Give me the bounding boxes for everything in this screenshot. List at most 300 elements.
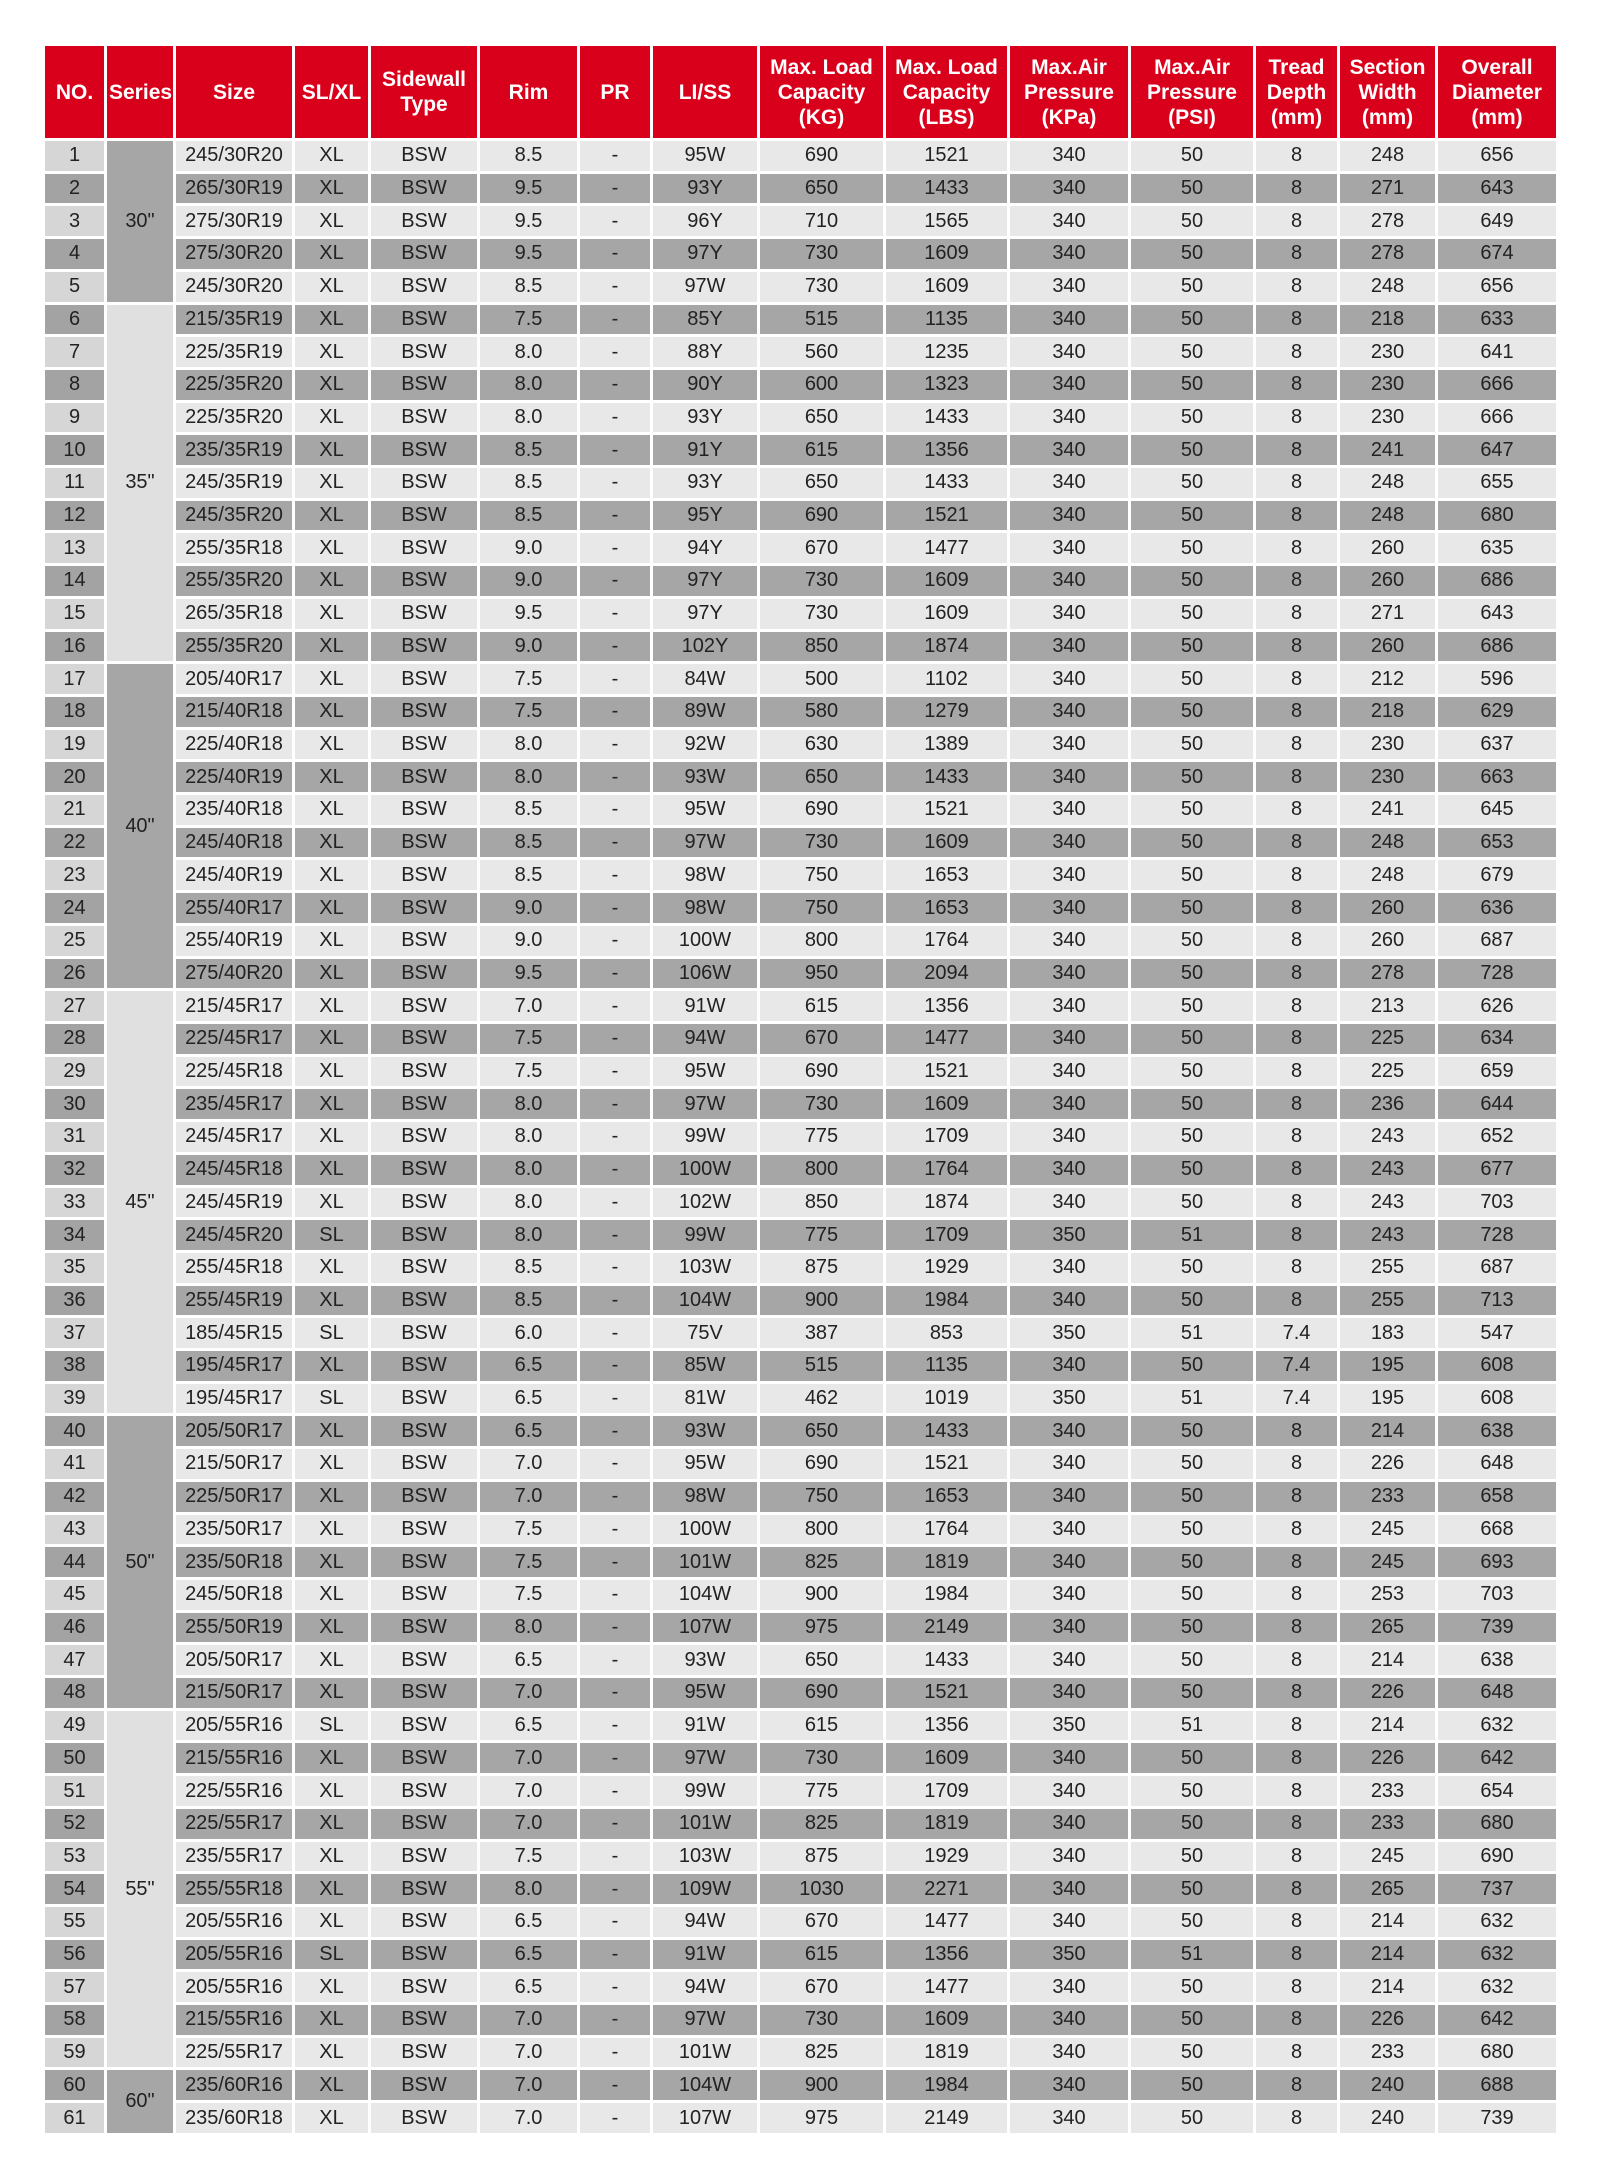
cell-max-pressure-psi: 50 [1130, 140, 1255, 173]
cell-overall-diameter: 728 [1437, 1219, 1558, 1252]
cell-max-load-kg: 850 [759, 630, 885, 663]
cell-sl-xl: XL [294, 1284, 370, 1317]
cell-section-width: 260 [1339, 892, 1437, 925]
cell-rim: 9.0 [479, 565, 579, 598]
cell-sl-xl: XL [294, 1840, 370, 1873]
cell-pr: - [579, 892, 652, 925]
cell-sidewall-type: BSW [370, 1840, 479, 1873]
cell-pr: - [579, 1938, 652, 1971]
cell-rim: 7.5 [479, 303, 579, 336]
cell-tread-depth: 8 [1255, 2036, 1339, 2069]
cell-max-load-kg: 650 [759, 1644, 885, 1677]
cell-max-load-lbs: 1521 [885, 1677, 1009, 1710]
cell-tread-depth: 8 [1255, 2102, 1339, 2135]
cell-tread-depth: 8 [1255, 205, 1339, 238]
cell-rim: 9.5 [479, 205, 579, 238]
cell-section-width: 226 [1339, 1448, 1437, 1481]
cell-no: 37 [44, 1317, 106, 1350]
column-header-overall-diameter: Overall Diameter (mm) [1437, 45, 1558, 140]
cell-sl-xl: SL [294, 1709, 370, 1742]
cell-pr: - [579, 532, 652, 565]
cell-tread-depth: 8 [1255, 303, 1339, 336]
cell-sidewall-type: BSW [370, 1350, 479, 1383]
cell-sl-xl: XL [294, 336, 370, 369]
cell-li-ss: 106W [652, 957, 759, 990]
cell-section-width: 260 [1339, 565, 1437, 598]
cell-max-load-kg: 730 [759, 238, 885, 271]
cell-no: 11 [44, 467, 106, 500]
cell-max-pressure-kpa: 340 [1009, 957, 1130, 990]
cell-max-load-kg: 825 [759, 2036, 885, 2069]
cell-li-ss: 93Y [652, 401, 759, 434]
cell-pr: - [579, 1382, 652, 1415]
cell-sl-xl: SL [294, 1382, 370, 1415]
cell-section-width: 248 [1339, 826, 1437, 859]
cell-overall-diameter: 666 [1437, 368, 1558, 401]
cell-overall-diameter: 634 [1437, 1022, 1558, 1055]
cell-max-pressure-kpa: 340 [1009, 663, 1130, 696]
cell-max-load-lbs: 1477 [885, 1971, 1009, 2004]
cell-pr: - [579, 826, 652, 859]
cell-li-ss: 93Y [652, 172, 759, 205]
cell-sl-xl: XL [294, 467, 370, 500]
cell-sidewall-type: BSW [370, 1611, 479, 1644]
cell-no: 24 [44, 892, 106, 925]
series-group-cell: 60" [106, 2069, 175, 2134]
cell-max-pressure-kpa: 340 [1009, 1742, 1130, 1775]
cell-li-ss: 93Y [652, 467, 759, 500]
cell-no: 33 [44, 1186, 106, 1219]
cell-section-width: 271 [1339, 172, 1437, 205]
cell-size: 225/40R18 [175, 728, 294, 761]
cell-section-width: 243 [1339, 1121, 1437, 1154]
cell-max-load-kg: 515 [759, 1350, 885, 1383]
cell-max-load-kg: 690 [759, 499, 885, 532]
table-row [44, 1546, 1558, 1579]
cell-size: 245/40R18 [175, 826, 294, 859]
cell-tread-depth: 8 [1255, 1055, 1339, 1088]
cell-overall-diameter: 641 [1437, 336, 1558, 369]
cell-rim: 7.0 [479, 2036, 579, 2069]
cell-max-load-kg: 900 [759, 1578, 885, 1611]
cell-max-pressure-psi: 50 [1130, 597, 1255, 630]
cell-tread-depth: 8 [1255, 1611, 1339, 1644]
cell-max-load-kg: 670 [759, 532, 885, 565]
cell-pr: - [579, 1775, 652, 1808]
cell-size: 245/45R20 [175, 1219, 294, 1252]
cell-sidewall-type: BSW [370, 1480, 479, 1513]
cell-tread-depth: 8 [1255, 1578, 1339, 1611]
table-row [44, 1480, 1558, 1513]
cell-tread-depth: 8 [1255, 597, 1339, 630]
table-row [44, 1938, 1558, 1971]
cell-max-load-lbs: 1521 [885, 1055, 1009, 1088]
cell-max-pressure-kpa: 340 [1009, 1251, 1130, 1284]
cell-li-ss: 84W [652, 663, 759, 696]
cell-rim: 7.0 [479, 1448, 579, 1481]
cell-tread-depth: 8 [1255, 1742, 1339, 1775]
cell-tread-depth: 8 [1255, 140, 1339, 173]
cell-sl-xl: XL [294, 1186, 370, 1219]
cell-no: 48 [44, 1677, 106, 1710]
cell-pr: - [579, 1088, 652, 1121]
cell-sl-xl: XL [294, 1611, 370, 1644]
cell-li-ss: 97W [652, 2004, 759, 2037]
cell-overall-diameter: 666 [1437, 401, 1558, 434]
cell-size: 225/45R18 [175, 1055, 294, 1088]
cell-max-pressure-kpa: 340 [1009, 1513, 1130, 1546]
cell-overall-diameter: 688 [1437, 2069, 1558, 2102]
cell-overall-diameter: 649 [1437, 205, 1558, 238]
cell-size: 235/50R18 [175, 1546, 294, 1579]
cell-max-pressure-kpa: 340 [1009, 499, 1130, 532]
cell-sl-xl: XL [294, 1350, 370, 1383]
cell-tread-depth: 8 [1255, 1905, 1339, 1938]
cell-li-ss: 95W [652, 140, 759, 173]
cell-no: 49 [44, 1709, 106, 1742]
cell-overall-diameter: 728 [1437, 957, 1558, 990]
cell-max-load-kg: 650 [759, 761, 885, 794]
cell-max-pressure-psi: 50 [1130, 1578, 1255, 1611]
table-row [44, 695, 1558, 728]
cell-section-width: 214 [1339, 1971, 1437, 2004]
cell-sidewall-type: BSW [370, 1742, 479, 1775]
cell-no: 6 [44, 303, 106, 336]
cell-no: 16 [44, 630, 106, 663]
column-header-max-pressure-psi: Max.Air Pressure (PSI) [1130, 45, 1255, 140]
cell-sidewall-type: BSW [370, 826, 479, 859]
cell-pr: - [579, 761, 652, 794]
cell-max-load-lbs: 1609 [885, 597, 1009, 630]
cell-max-load-kg: 690 [759, 794, 885, 827]
cell-pr: - [579, 1546, 652, 1579]
table-row [44, 1219, 1558, 1252]
cell-overall-diameter: 642 [1437, 1742, 1558, 1775]
cell-max-load-kg: 775 [759, 1121, 885, 1154]
cell-max-pressure-kpa: 340 [1009, 695, 1130, 728]
cell-sl-xl: XL [294, 1971, 370, 2004]
cell-section-width: 236 [1339, 1088, 1437, 1121]
cell-max-pressure-kpa: 340 [1009, 401, 1130, 434]
cell-max-pressure-psi: 50 [1130, 1448, 1255, 1481]
cell-max-pressure-psi: 50 [1130, 368, 1255, 401]
cell-sidewall-type: BSW [370, 1513, 479, 1546]
table-row [44, 892, 1558, 925]
cell-max-load-kg: 730 [759, 2004, 885, 2037]
table-row [44, 2102, 1558, 2135]
cell-max-load-lbs: 1653 [885, 892, 1009, 925]
cell-section-width: 195 [1339, 1350, 1437, 1383]
cell-max-load-kg: 650 [759, 401, 885, 434]
cell-section-width: 213 [1339, 990, 1437, 1023]
cell-size: 225/45R17 [175, 1022, 294, 1055]
cell-size: 275/30R20 [175, 238, 294, 271]
cell-rim: 9.0 [479, 630, 579, 663]
cell-max-load-kg: 650 [759, 467, 885, 500]
cell-overall-diameter: 648 [1437, 1677, 1558, 1710]
cell-pr: - [579, 499, 652, 532]
cell-pr: - [579, 205, 652, 238]
cell-max-pressure-kpa: 340 [1009, 1022, 1130, 1055]
cell-no: 22 [44, 826, 106, 859]
cell-tread-depth: 8 [1255, 1251, 1339, 1284]
cell-tread-depth: 8 [1255, 1644, 1339, 1677]
cell-overall-diameter: 648 [1437, 1448, 1558, 1481]
cell-li-ss: 94W [652, 1905, 759, 1938]
cell-sidewall-type: BSW [370, 663, 479, 696]
cell-tread-depth: 8 [1255, 1153, 1339, 1186]
table-row [44, 728, 1558, 761]
cell-overall-diameter: 608 [1437, 1350, 1558, 1383]
cell-section-width: 278 [1339, 238, 1437, 271]
cell-tread-depth: 8 [1255, 1415, 1339, 1448]
cell-max-pressure-kpa: 340 [1009, 597, 1130, 630]
cell-section-width: 230 [1339, 761, 1437, 794]
cell-size: 235/60R18 [175, 2102, 294, 2135]
cell-sl-xl: XL [294, 1022, 370, 1055]
cell-max-load-kg: 850 [759, 1186, 885, 1219]
cell-sidewall-type: BSW [370, 1971, 479, 2004]
cell-rim: 6.5 [479, 1709, 579, 1742]
cell-rim: 8.0 [479, 401, 579, 434]
cell-overall-diameter: 703 [1437, 1186, 1558, 1219]
cell-pr: - [579, 270, 652, 303]
cell-li-ss: 93W [652, 1644, 759, 1677]
cell-max-load-kg: 615 [759, 1938, 885, 1971]
cell-max-pressure-psi: 50 [1130, 205, 1255, 238]
cell-tread-depth: 8 [1255, 761, 1339, 794]
cell-max-pressure-psi: 50 [1130, 434, 1255, 467]
cell-pr: - [579, 695, 652, 728]
cell-max-load-lbs: 1709 [885, 1219, 1009, 1252]
cell-sidewall-type: BSW [370, 1022, 479, 1055]
cell-section-width: 245 [1339, 1546, 1437, 1579]
cell-sidewall-type: BSW [370, 1448, 479, 1481]
cell-rim: 7.5 [479, 1513, 579, 1546]
table-row [44, 1644, 1558, 1677]
cell-max-pressure-psi: 50 [1130, 761, 1255, 794]
cell-li-ss: 88Y [652, 336, 759, 369]
cell-li-ss: 91W [652, 990, 759, 1023]
cell-pr: - [579, 1644, 652, 1677]
cell-max-load-lbs: 1521 [885, 499, 1009, 532]
cell-sidewall-type: BSW [370, 2004, 479, 2037]
cell-section-width: 214 [1339, 1644, 1437, 1677]
cell-li-ss: 91W [652, 1938, 759, 1971]
cell-max-pressure-psi: 50 [1130, 270, 1255, 303]
cell-max-load-kg: 670 [759, 1971, 885, 2004]
cell-overall-diameter: 636 [1437, 892, 1558, 925]
column-header-max-load-lbs: Max. Load Capacity (LBS) [885, 45, 1009, 140]
cell-tread-depth: 8 [1255, 1121, 1339, 1154]
cell-sl-xl: XL [294, 924, 370, 957]
cell-section-width: 278 [1339, 957, 1437, 990]
cell-pr: - [579, 1251, 652, 1284]
cell-pr: - [579, 1022, 652, 1055]
cell-sidewall-type: BSW [370, 434, 479, 467]
cell-rim: 8.5 [479, 826, 579, 859]
cell-overall-diameter: 656 [1437, 140, 1558, 173]
cell-rim: 9.0 [479, 924, 579, 957]
cell-size: 195/45R17 [175, 1350, 294, 1383]
cell-no: 27 [44, 990, 106, 1023]
cell-rim: 7.0 [479, 1775, 579, 1808]
cell-sl-xl: XL [294, 140, 370, 173]
cell-overall-diameter: 655 [1437, 467, 1558, 500]
cell-pr: - [579, 630, 652, 663]
cell-max-pressure-psi: 50 [1130, 1186, 1255, 1219]
cell-pr: - [579, 565, 652, 598]
cell-rim: 7.0 [479, 1480, 579, 1513]
cell-max-pressure-psi: 50 [1130, 728, 1255, 761]
cell-max-pressure-kpa: 340 [1009, 565, 1130, 598]
cell-sidewall-type: BSW [370, 1284, 479, 1317]
cell-sl-xl: XL [294, 532, 370, 565]
cell-size: 245/30R20 [175, 140, 294, 173]
cell-no: 20 [44, 761, 106, 794]
cell-tread-depth: 8 [1255, 2004, 1339, 2037]
table-row [44, 1415, 1558, 1448]
cell-max-pressure-psi: 50 [1130, 1022, 1255, 1055]
cell-pr: - [579, 172, 652, 205]
cell-max-pressure-kpa: 340 [1009, 467, 1130, 500]
cell-no: 12 [44, 499, 106, 532]
cell-sidewall-type: BSW [370, 336, 479, 369]
table-row [44, 1677, 1558, 1710]
cell-sidewall-type: BSW [370, 565, 479, 598]
cell-max-pressure-psi: 50 [1130, 630, 1255, 663]
cell-max-load-kg: 750 [759, 859, 885, 892]
tire-spec-table [42, 43, 1559, 2136]
cell-overall-diameter: 737 [1437, 1873, 1558, 1906]
cell-section-width: 214 [1339, 1415, 1437, 1448]
cell-max-pressure-kpa: 340 [1009, 1480, 1130, 1513]
cell-pr: - [579, 1480, 652, 1513]
cell-size: 235/60R16 [175, 2069, 294, 2102]
cell-li-ss: 97Y [652, 565, 759, 598]
cell-pr: - [579, 2004, 652, 2037]
cell-section-width: 245 [1339, 1840, 1437, 1873]
cell-max-load-lbs: 1356 [885, 990, 1009, 1023]
cell-section-width: 226 [1339, 1742, 1437, 1775]
cell-overall-diameter: 687 [1437, 924, 1558, 957]
cell-max-pressure-kpa: 340 [1009, 1611, 1130, 1644]
table-row [44, 1153, 1558, 1186]
cell-li-ss: 99W [652, 1775, 759, 1808]
cell-max-pressure-psi: 50 [1130, 1840, 1255, 1873]
cell-no: 46 [44, 1611, 106, 1644]
cell-tread-depth: 8 [1255, 172, 1339, 205]
cell-no: 36 [44, 1284, 106, 1317]
cell-max-pressure-kpa: 340 [1009, 205, 1130, 238]
cell-section-width: 265 [1339, 1611, 1437, 1644]
cell-max-pressure-kpa: 340 [1009, 1840, 1130, 1873]
table-row [44, 1088, 1558, 1121]
cell-overall-diameter: 686 [1437, 630, 1558, 663]
cell-sl-xl: XL [294, 1677, 370, 1710]
cell-rim: 8.5 [479, 434, 579, 467]
cell-no: 39 [44, 1382, 106, 1415]
cell-max-load-kg: 975 [759, 2102, 885, 2135]
table-row [44, 565, 1558, 598]
cell-rim: 7.0 [479, 2004, 579, 2037]
cell-max-load-lbs: 1323 [885, 368, 1009, 401]
cell-tread-depth: 8 [1255, 990, 1339, 1023]
table-row [44, 467, 1558, 500]
cell-sidewall-type: BSW [370, 1055, 479, 1088]
cell-max-load-lbs: 1819 [885, 1807, 1009, 1840]
table-row [44, 1284, 1558, 1317]
cell-size: 235/55R17 [175, 1840, 294, 1873]
cell-pr: - [579, 663, 652, 696]
cell-size: 215/55R16 [175, 2004, 294, 2037]
cell-li-ss: 95Y [652, 499, 759, 532]
cell-section-width: 226 [1339, 2004, 1437, 2037]
cell-pr: - [579, 794, 652, 827]
cell-size: 225/50R17 [175, 1480, 294, 1513]
cell-rim: 7.5 [479, 1546, 579, 1579]
cell-max-load-lbs: 1135 [885, 303, 1009, 336]
table-row [44, 924, 1558, 957]
cell-li-ss: 75V [652, 1317, 759, 1350]
cell-sidewall-type: BSW [370, 892, 479, 925]
table-row [44, 1350, 1558, 1383]
cell-max-load-kg: 900 [759, 1284, 885, 1317]
cell-max-pressure-kpa: 340 [1009, 1971, 1130, 2004]
cell-no: 31 [44, 1121, 106, 1154]
cell-no: 54 [44, 1873, 106, 1906]
cell-pr: - [579, 1448, 652, 1481]
series-group-cell: 55" [106, 1709, 175, 2069]
cell-no: 32 [44, 1153, 106, 1186]
cell-li-ss: 97W [652, 1088, 759, 1121]
cell-overall-diameter: 637 [1437, 728, 1558, 761]
table-row [44, 826, 1558, 859]
cell-max-pressure-kpa: 340 [1009, 1905, 1130, 1938]
cell-max-load-kg: 615 [759, 434, 885, 467]
cell-max-pressure-kpa: 340 [1009, 1807, 1130, 1840]
cell-pr: - [579, 1611, 652, 1644]
cell-max-pressure-psi: 50 [1130, 1807, 1255, 1840]
cell-sidewall-type: BSW [370, 859, 479, 892]
cell-max-pressure-psi: 50 [1130, 1284, 1255, 1317]
cell-rim: 7.0 [479, 2069, 579, 2102]
cell-rim: 7.5 [479, 663, 579, 696]
cell-overall-diameter: 656 [1437, 270, 1558, 303]
cell-max-pressure-psi: 50 [1130, 532, 1255, 565]
cell-max-pressure-psi: 50 [1130, 238, 1255, 271]
cell-max-load-lbs: 1521 [885, 794, 1009, 827]
table-row [44, 2069, 1558, 2102]
cell-sl-xl: XL [294, 1121, 370, 1154]
cell-sidewall-type: BSW [370, 2102, 479, 2135]
cell-sl-xl: XL [294, 1873, 370, 1906]
cell-max-pressure-kpa: 340 [1009, 2004, 1130, 2037]
cell-max-load-lbs: 1477 [885, 1022, 1009, 1055]
table-row [44, 990, 1558, 1023]
cell-max-pressure-kpa: 340 [1009, 1775, 1130, 1808]
cell-no: 4 [44, 238, 106, 271]
cell-no: 7 [44, 336, 106, 369]
cell-li-ss: 97Y [652, 238, 759, 271]
cell-overall-diameter: 686 [1437, 565, 1558, 598]
column-header-pr: PR [579, 45, 652, 140]
cell-max-load-lbs: 1477 [885, 1905, 1009, 1938]
cell-rim: 8.5 [479, 270, 579, 303]
cell-max-pressure-kpa: 340 [1009, 140, 1130, 173]
cell-overall-diameter: 596 [1437, 663, 1558, 696]
cell-overall-diameter: 668 [1437, 1513, 1558, 1546]
